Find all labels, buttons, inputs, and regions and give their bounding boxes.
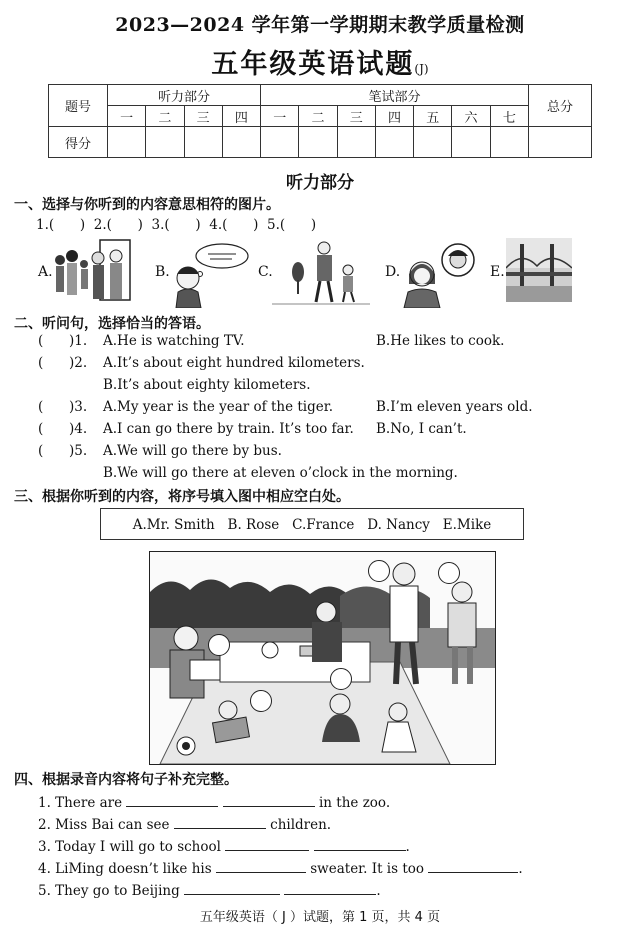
- exam-title-suffix: (J): [414, 62, 429, 76]
- writing-header: 笔试部分: [261, 85, 529, 106]
- listening-col: 四: [222, 106, 260, 127]
- q4-4-end: .: [518, 861, 523, 877]
- picture-label-a: A.: [38, 264, 53, 280]
- writing-col: 七: [490, 106, 528, 127]
- q2-3-number[interactable]: ( )3.: [38, 399, 88, 415]
- writing-col: 四: [375, 106, 413, 127]
- exam-title-text: 五年级英语试题: [211, 49, 415, 80]
- q2-5-option-a: A.We will go there by bus.: [103, 443, 282, 459]
- q2-5-number[interactable]: ( )5.: [38, 443, 88, 459]
- answer-circle[interactable]: [330, 668, 352, 690]
- q4-3-start: 3. Today I will go to school: [38, 839, 221, 855]
- q4-3-sentence: [38, 836, 410, 855]
- score-cell[interactable]: [529, 127, 592, 158]
- q2-1-option-a: A.He is watching TV.: [103, 333, 245, 349]
- listening-header: 听力部分: [108, 85, 261, 106]
- answer-circle[interactable]: [208, 634, 230, 656]
- q4-3-blank[interactable]: [225, 836, 309, 851]
- score-cell[interactable]: [414, 127, 452, 158]
- q2-4-number[interactable]: ( )4.: [38, 421, 88, 437]
- part2-heading: 二、听问句，选择恰当的答语。: [14, 316, 210, 332]
- row-label-score: 得分: [49, 127, 108, 158]
- picture-label-b: B.: [155, 264, 170, 280]
- listening-col: 一: [108, 106, 146, 127]
- q2-1-number[interactable]: ( )1.: [38, 333, 88, 349]
- score-cell[interactable]: [222, 127, 260, 158]
- q4-1-blank[interactable]: [223, 792, 315, 807]
- page-footer: 五年级英语（ J ）试题，第 1 页，共 4 页: [199, 910, 441, 925]
- q2-2-option-b: B.It’s about eighty kilometers.: [103, 377, 311, 393]
- q4-4-blank[interactable]: [428, 858, 518, 873]
- q4-1-start: 1. There are: [38, 795, 123, 811]
- picture-label-c: C.: [258, 264, 273, 280]
- picture-d-girl-and-portrait: [400, 240, 480, 308]
- picture-label-e: E.: [490, 264, 505, 280]
- q4-2-blank[interactable]: [174, 814, 266, 829]
- q4-1-end: in the zoo.: [318, 795, 391, 811]
- q2-4-option-b: B.No, I can’t.: [376, 421, 467, 437]
- score-cell[interactable]: [261, 127, 299, 158]
- q4-1-blank[interactable]: [126, 792, 218, 807]
- q2-1-option-b: B.He likes to cook.: [376, 333, 505, 349]
- q4-5-end: .: [376, 883, 381, 899]
- q4-1-sentence: [38, 792, 390, 811]
- section-title: 听力部分: [286, 173, 354, 193]
- q4-2-sentence: [38, 814, 331, 833]
- q2-2-option-a: A.It’s about eight hundred kilometers.: [103, 355, 365, 371]
- name-options-box: A.Mr. Smith B. Rose C.France D. Nancy E.Mike: [100, 508, 524, 540]
- q4-4-sentence: [38, 858, 523, 877]
- q2-3-option-b: B.I’m eleven years old.: [376, 399, 533, 415]
- picnic-scene-illustration: [150, 552, 495, 764]
- q2-4-option-a: A.I can go there by train. It’s too far.: [103, 421, 354, 437]
- q4-5-blank[interactable]: [284, 880, 376, 895]
- score-cell[interactable]: [452, 127, 490, 158]
- q4-3-blank[interactable]: [314, 836, 406, 851]
- picture-b-boy-thinking: [170, 240, 252, 308]
- exam-header-line1: 2023—2024 学年第一学期期末教学质量检测: [115, 14, 525, 36]
- part3-heading: 三、根据你听到的内容，将序号填入图中相应空白处。: [14, 489, 350, 505]
- total-header: 总分: [529, 85, 592, 127]
- writing-col: 五: [414, 106, 452, 127]
- score-cell[interactable]: [375, 127, 413, 158]
- q4-4-middle: sweater. It is too: [310, 861, 425, 877]
- answer-circle[interactable]: [250, 690, 272, 712]
- q4-5-start: 5. They go to Beijing: [38, 883, 180, 899]
- writing-col: 六: [452, 106, 490, 127]
- score-cell[interactable]: [337, 127, 375, 158]
- listening-col: 三: [184, 106, 222, 127]
- q4-3-end: .: [405, 839, 410, 855]
- exam-title: [0, 42, 640, 81]
- q4-2-end: children.: [270, 817, 332, 833]
- q4-2-start: 2. Miss Bai can see: [38, 817, 170, 833]
- writing-col: 二: [299, 106, 337, 127]
- row-label-number: 题号: [49, 85, 108, 127]
- picture-c-man-and-child-walking: [272, 238, 370, 308]
- picture-a-family-greeting: [52, 238, 134, 308]
- picnic-scene-picture: [149, 551, 496, 765]
- writing-col: 三: [337, 106, 375, 127]
- score-cell[interactable]: [490, 127, 528, 158]
- score-cell[interactable]: [108, 127, 146, 158]
- part1-answer-blanks[interactable]: 1.( ) 2.( ) 3.( ) 4.( ) 5.( ): [36, 217, 317, 233]
- picture-e-bridge-photo: [506, 238, 572, 302]
- answer-circle[interactable]: [438, 562, 460, 584]
- q4-5-blank[interactable]: [184, 880, 280, 895]
- q2-2-number[interactable]: ( )2.: [38, 355, 88, 371]
- score-cell[interactable]: [299, 127, 337, 158]
- q2-3-option-a: A.My year is the year of the tiger.: [103, 399, 333, 415]
- writing-col: 一: [261, 106, 299, 127]
- score-table: [48, 84, 592, 158]
- part1-heading: 一、选择与你听到的内容意思相符的图片。: [14, 197, 280, 213]
- listening-col: 二: [146, 106, 184, 127]
- q4-5-sentence: [38, 880, 381, 899]
- q4-4-start: 4. LiMing doesn’t like his: [38, 861, 212, 877]
- part4-heading: 四、根据录音内容将句子补充完整。: [14, 772, 238, 788]
- answer-circle[interactable]: [368, 560, 390, 582]
- q4-4-blank[interactable]: [216, 858, 306, 873]
- q2-5-option-b: B.We will go there at eleven o’clock in the morning.: [103, 465, 458, 481]
- picture-label-d: D.: [385, 264, 401, 280]
- score-cell[interactable]: [146, 127, 184, 158]
- score-cell[interactable]: [184, 127, 222, 158]
